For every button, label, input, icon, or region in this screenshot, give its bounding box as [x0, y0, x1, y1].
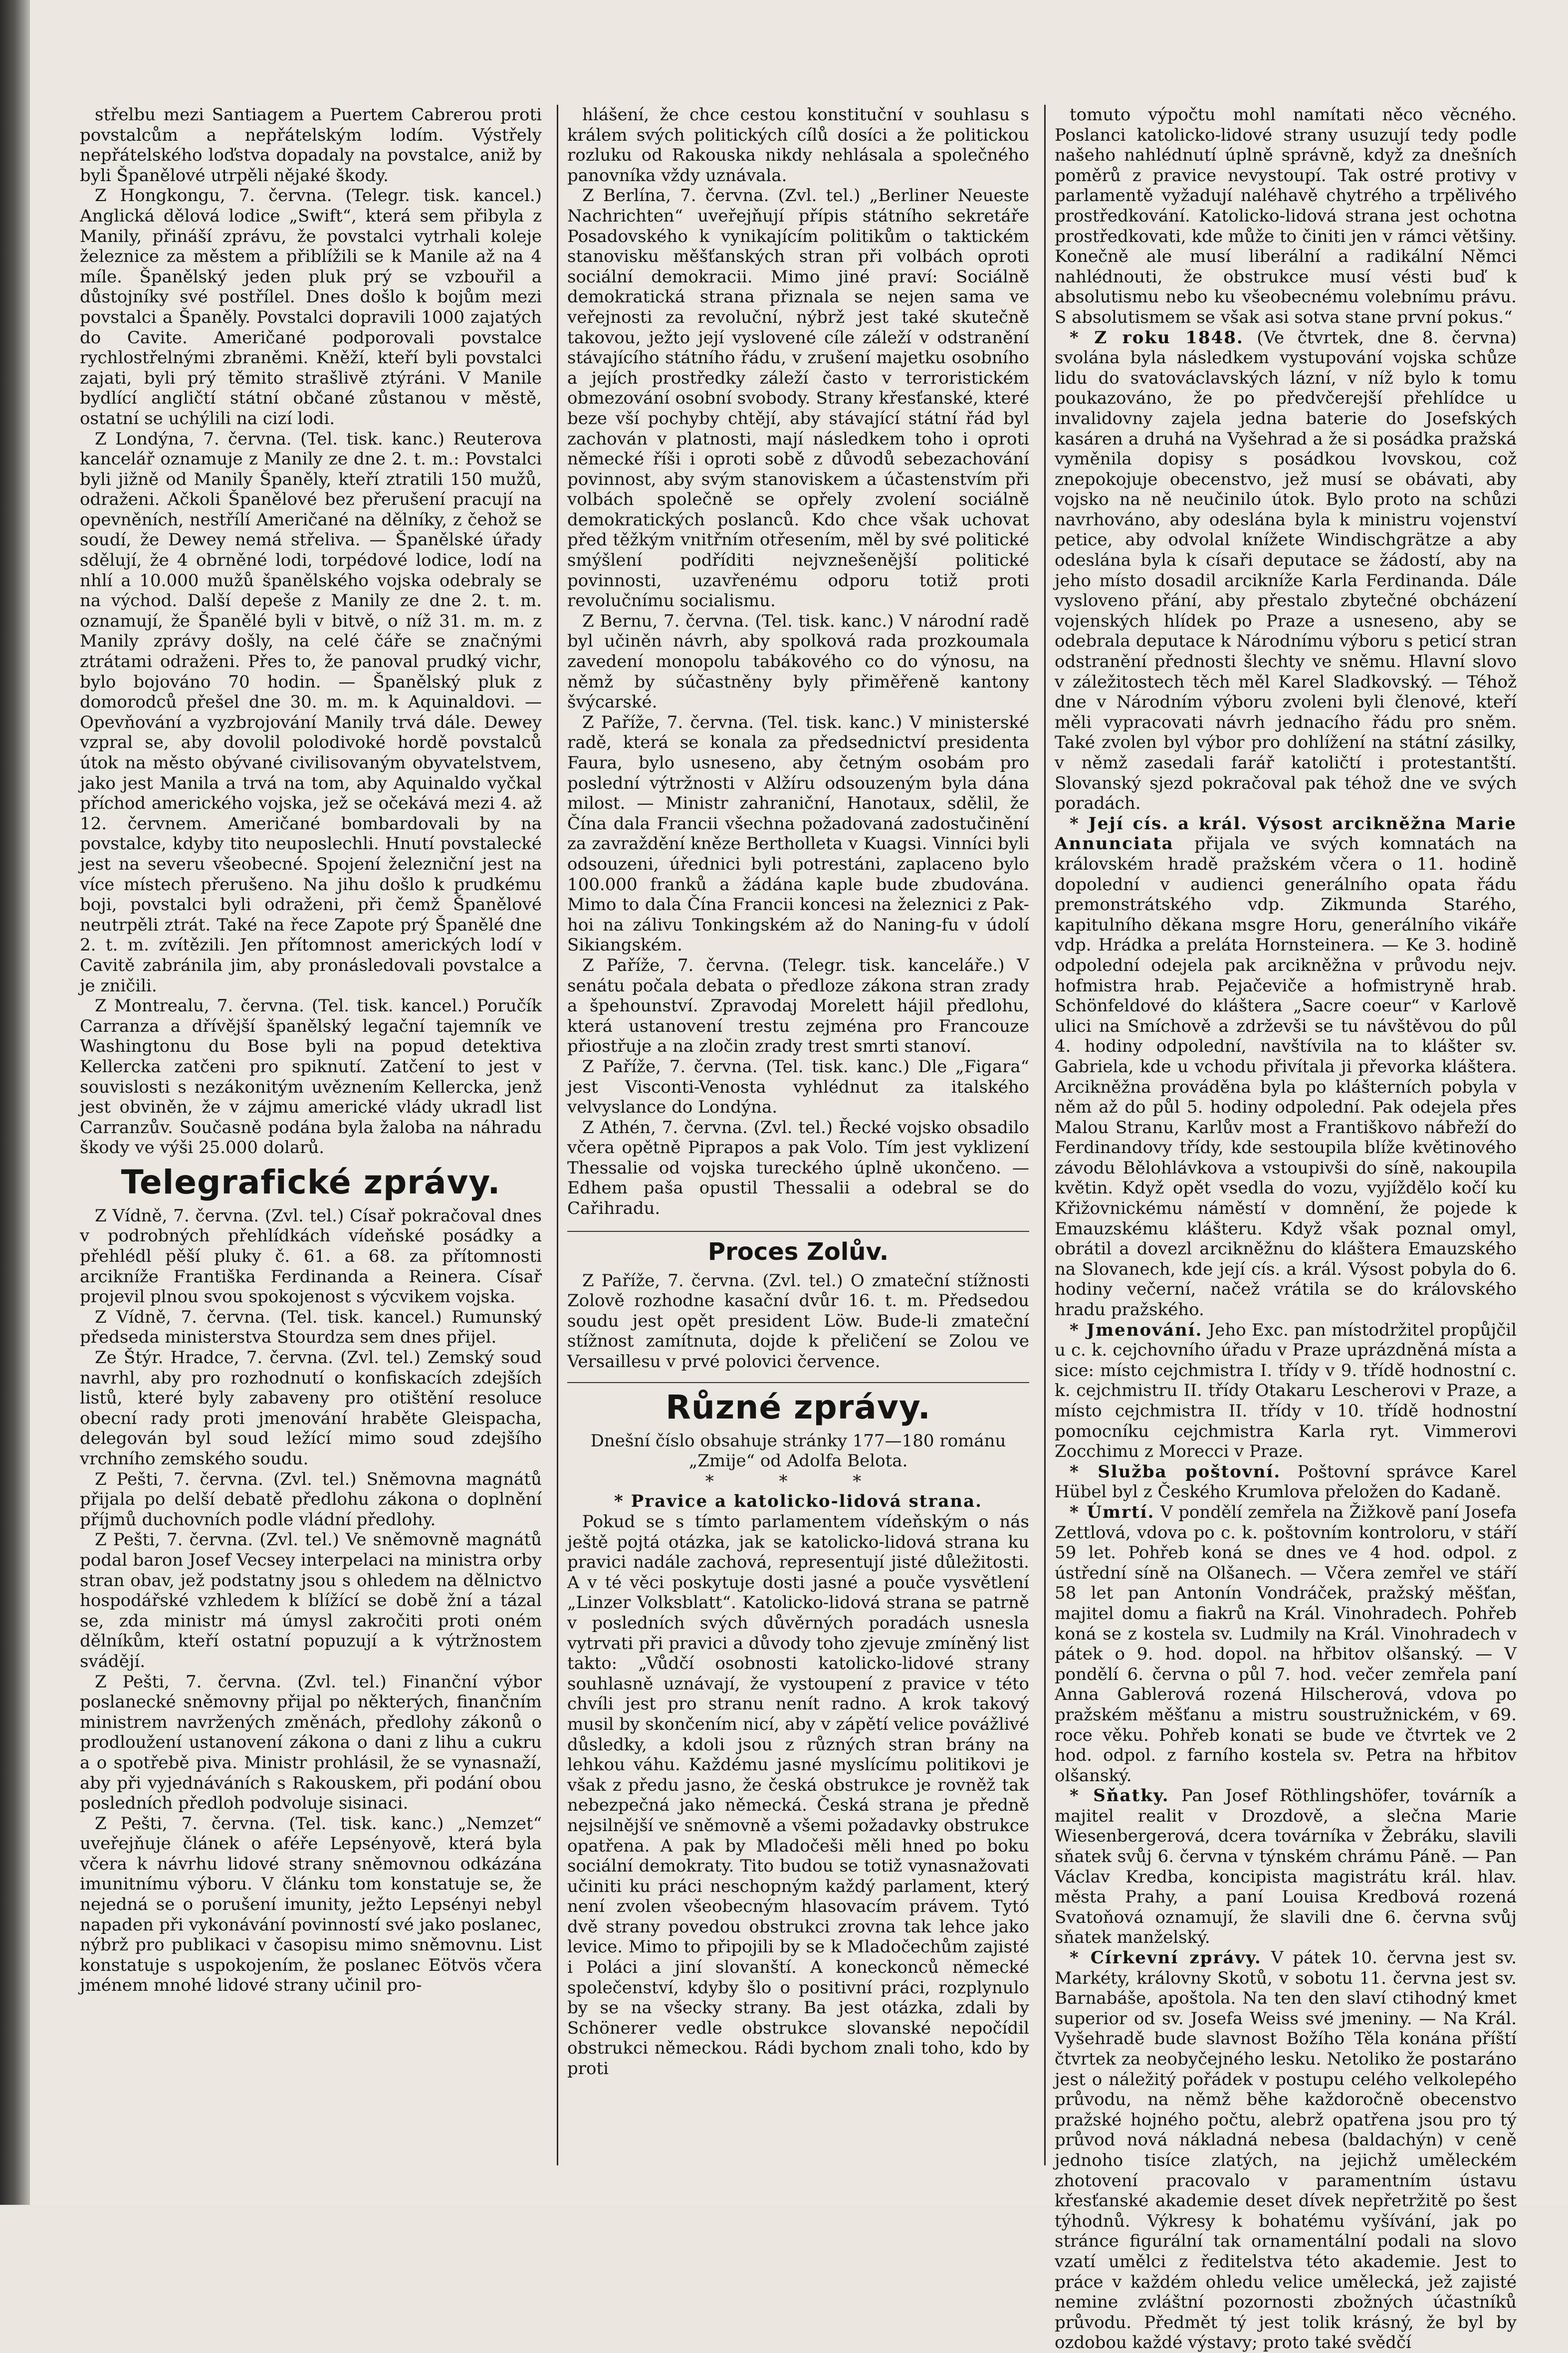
paragraph: Z Hongkongu, 7. června. (Telegr. tisk. kancel.) Anglická dělová lodice „Swift“, která sem přibyla z Manily, přináší zprávu, že povstalci vytrhali koleje železnice za městem a přiblížili se k Manile až na 4 míle. Španělský jeden pluk prý se vzbouřil a důstojníky své postřílel. Dnes došlo k bojům mezi povstalci a Španěly. Povstalci dopravili 1000 zajatých do Cavite. Američané podporovali povstalce rychlostřelnými zbraněmi. Kněží, kteří byli povstalci zajati, byli prý těmito strašlivě ztýráni. V Manile bydlící angličtí státní občané zůstanou v městě, ostatní se uchýlili na cizí lodi. [80, 186, 542, 429]
paragraph [1055, 1462, 1517, 1502]
rubric-title: * Sňatky. [1070, 1786, 1169, 1806]
paragraph: Pokud se s tímto parlamentem vídeňským o nás ještě pojtá otázka, jak se katolicko-lidová strana ku pravici nadále zachová, representují jisté důležitosti. A v té věci poskytuje dosti jasné a pouče vysvětlení „Linzer Volksblatt“. Katolicko-lidová strana se patrně v posledních svých důvěrných poradách usnesla vytrvati při pravici a důvody toho zjevuje zmíněný list takto: „Vůdčí osobnosti katolicko-lidové strany souhlasně uznávají, že vystoupení z pravice v této chvíli jest pro stranu nenít radno. A krok takový musil by skončením nicí, aby v zápětí velice povážlivé důsledky, a kdoli jsou z různých stran brány na lehkou váhu. Každému jasné myslícímu politikovi je však z předu jasno, že česká obstrukce je rovněž tak nebezpečná jako německá. Česká strana je předně nejsilnější ve sněmovně a všemi požadavky obstrukce opatřena. A pak by Mladočeši měli hned po boku sociální demokraty. Tito budou se totiž vynasnažovati učiniti ku práci neschopným každý parlament, který není zvolen všeobecným hlasovacím právem. Tytó dvě strany povedou obstrukci zrovna tak lehce jako levice. Mimo to připojili by se k Mladočechům zajisté i Poláci a jiní slovanští. A koneckonců německé společenství, kdyby šlo o positivní práci, rozplynulo by se na všecky strany. Ba jest otázka, zdali by Schönerer vedle obstrukce slovanské nepočídil obstrukci německou. Rádi bychom znali toho, kdo by proti [567, 1512, 1029, 2079]
rubric-title: * Z roku 1848. [1070, 327, 1244, 348]
paragraph: Z Montrealu, 7. června. (Tel. tisk. kancel.) Poručík Carranza a dřívější španělský legační tajemník ve Washingtonu du Bose byli na popud detektiva Kellercka zatčeni pro spiknutí. Zatčení to jest v souvislosti s nezákonitým uvěznením Kellercka, jenž jest obviněn, že v zájmu americké vlády ukradl list Carranzův. Současně podána byla žaloba na náhradu škody ve výši 25.000 dolarů. [80, 996, 542, 1158]
paragraph: Z Pešti, 7. června. (Tel. tisk. kanc.) „Nemzet“ uveřejňuje článek o aféře Lepsényově, která byla včera k návrhu lidové strany sněmovnou odkázána imunitnímu výboru. V článku tom konstatuje se, že nejedná se o porušení imunity, ježto Lepsényi nebyl napaden při vykonávání povinností své jako poslanec, nýbrž pro publikaci v časopisu mimo sněmovnu. List konstatuje s uspokojením, že poslanec Eötvös včera jménem mnohé lidové strany učinil pro- [80, 1813, 542, 1996]
paragraph: Z Pešti, 7. června. (Zvl. tel.) Finanční výbor poslanecké sněmovny přijal po některých, finančním ministrem navržených změnách, předlohy zákonů o prodloužení ustanovení zákona o dani z lihu a cukru a o spotřebě piva. Ministr prohlásil, že se vynasnaží, aby při vyjednáváních s Rakouskem, při podání obou posledních předloh podvoluje sisinaci. [80, 1671, 542, 1814]
paragraph: Z Athén, 7. června. (Zvl. tel.) Řecké vojsko obsadilo včera opětně Piprapos a pak Volo. Tím jest vyklizení Thessalie od vojska tureckého úplně ukončeno. — Edhem paša opustil Thessalii a odebral se do Cařihradu. [567, 1117, 1029, 1219]
section-heading: Proces Zolův. [567, 1231, 1029, 1267]
paragraph: hlášení, že chce cestou konstituční v souhlasu s králem svých politických cílů dosíci a že politickou rozluku od Rakouska nikdy nehlásala a společného panovníka vždy uznávala. [567, 105, 1029, 186]
paragraph-text: přijala ve svých komnatách na královském hradě pražském včera o 11. hodině dopolední v audienci generálního opata řádu premonstrátského vdp. Zikmunda Starého, kapitulního děkana msgre Horu, generálního vikáře vdp. Hrádka a preláta Hornsteinera. — Ke 3. hodině odpolední odejela pak arcikněžna v průvodu nejv. hofmistra hrab. Pejačeviče a hofmistryně hrab. Schönfeldové do kláštera „Sacre coeur“ v Karlově ulici na Smíchově a zdrževši se tu návštěvou do půl 4. hodiny odpolední, navštívila na to klášter sv. Gabriela, kde u vchodu přivítala ji převorka kláštera. Arcikněžna prováděna byla po klášterních pobyla v něm až do půl 5. hodiny odpolední. Pak odejela přes Malou Stranu, Karlův most a Františkovo nábřeží do Ferdinandovy třídy, kde sestoupila blíže květinového závodu Bělohlávkova a vstoupivši do síně, nakoupila květin. Když opět vsedla do vozu, vyjíždělo kočí ku Křižovnickému náměstí v domnění, že pojede k Emauzskému klášteru. Když však poznal omyl, obrátil a dovezl arcikněžnu do kláštera Emauzského na Slovanech, kde její cís. a král. Výsost pobyla do 6. hodiny večerní, načež vrátila se do královského hradu pražského. [1055, 834, 1517, 1320]
paragraph: Z Paříže, 7. června. (Tel. tisk. kanc.) Dle „Figara“ jest Visconti-Venosta vyhlédnut za italského velvyslance do Londýna. [567, 1056, 1029, 1118]
rubric-title: * Pravice a katolicko-lidová strana. [614, 1491, 982, 1512]
section-heading: Telegrafické zprávy. [121, 1163, 501, 1201]
paragraph: Z Paříže, 7. června. (Zvl. tel.) O zmateční stížnosti Zolově rozhodne kasační dvůr 16. t. m. Předsedou soudu jest opět president Löw. Bude-li zmateční stížnost zamítnuta, dojde k přeličení se Zolou ve Versaillesu v prvé polovici července. [567, 1270, 1029, 1372]
paragraph: Ze Štýr. Hradce, 7. června. (Zvl. tel.) Zemský soud navrhl, aby pro rozhodnutí o konfiskacích zdejších listů, které byly zabaveny pro otištění resoluce obecní rady proti jmenování hraběte Gleispacha, delegován byl soud ležící mimo soud zdejšího vrchního zemského soudu. [80, 1348, 542, 1469]
separator-stars: * * * [705, 1471, 892, 1491]
paragraph [1055, 1948, 1517, 2353]
page-gutter [0, 0, 30, 2205]
paragraph-text: Pan Josef Röthlingshöfer, továrník a majitel realit v Drozdově, a slečna Marie Wiesenbergerová, dcera továrníka v Žebráku, slavili sňatek svůj 6. června v týnském chrámu Páně. — Pan Václav Kredba, koncipista magistrátu král. hlav. města Prahy, a paní Louisa Kredbová rozená Svatoňová oznamují, že slavili dne 6. června svůj sňatek manželský. [1055, 1786, 1517, 1948]
paragraph: Z Paříže, 7. června. (Tel. tisk. kanc.) V ministerské radě, která se konala za předsednictví presidenta Faura, bylo usneseno, aby četným osobám pro poslední výtržnosti v Alžíru odsouzeným byla dána milost. — Ministr zahraniční, Hanotaux, sdělil, že Čína dala Francii všechna požadovaná zadostučinění za zavraždění kněze Bertholleta v Kuagsi. Vinníci byli odsouzeni, úřednici byli potrestáni, zaplaceno bylo 100.000 franků a žádána kaple bude zbudována. Mimo to dala Čína Francii koncesi na železnici z Pak-hoi na zálivu Tonkingském až do Naning-fu v údolí Sikiangském. [567, 712, 1029, 955]
paragraph-text: V pátek 10. června jest sv. Markéty, královny Skotů, v sobotu 11. června jest sv. Barnabáše, apoštola. Na ten den slaví ctihodný kmet superior od sv. Josefa Weiss své jmeniny. — Na Král. Vyšehradě bude slavnost Božího Těla konána příští čtvrtek za neobyčejného lesku. Netoliko že postaráno jest o náležitý pořádek v postupu celého velkolepého průvodu, na němž běhe každoročně obecenstvo pražské hojného počtu, alebrž opatřena jsou pro tý průvod nová nákladná nebesa (baldachýn) v ceně jednoho tisíce zlatých, na jejichž uměleckém zhotovení pracovalo v paramentním ústavu křesťanské akademie deset dívek nepřetržitě po šest týhodnů. Výkresy k bohatému vyšívání, jak po stránce figurální tak ornamentální podali na slovo vzatí umělci z ředitelstva této akademie. Jest to práce v každém ohledu velice umělecká, jež zajisté nemine zvláštní pozornosti zbožných účastníků průvodu. Předmět tý jest tolik krásný, že byl by ozdobou každé výstavy; proto také svědčí [1055, 1948, 1517, 2353]
column-middle [557, 105, 1029, 2165]
paragraph-text: V pondělí zemřela na Žižkově paní Josefa Zettlová, vdova po c. k. poštovním kontroloru, v stáří 59 let. Pohřeb koná se dnes ve 4 hod. odpol. z ústřední síně na Olšanech. — Včera zemřel ve stáří 58 let pan Antonín Vondráček, pražský měšťan, majitel domu a fiakrů na Král. Vinohradech. Pohřeb koná se z kostela sv. Ludmily na Král. Vinohradech v pátek o 9. hod. dopol. na hřbitov olšanský. — V pondělí 6. června o půl 7. hod. večer zemřela paní Anna Gablerová rozená Hilscherová, vdova po pražském měšťanu a mistru soustružnickém, v 69. roce věku. Pohřeb konati se bude ve čtvrtek ve 2 hod. odpol. z farního kostela sv. Petra na hřbitov olšanský. [1055, 1502, 1517, 1786]
paragraph: Z Bernu, 7. června. (Tel. tisk. kanc.) V národní radě byl učiněn návrh, aby spolková rada prozkoumala zavedení monopolu tabákového co do výnosu, na němž by súčastněny byly přiměřeně kantony švýcarské. [567, 611, 1029, 712]
paragraph [1055, 1320, 1517, 1462]
paragraph [1055, 1786, 1517, 1948]
paragraph: Z Berlína, 7. června. (Zvl. tel.) „Berliner Neueste Nachrichten“ uveřejňují přípis státního sekretáře Posadovského k vynikajícím politikům o taktickém stanovisku měšťanských stran při volbách oproti sociální demokracii. Mimo jiné praví: Sociálně demokratická strana přiznala se nejen sama ve veřejnosti za revoluční, nýbrž jest také skutečně takovou, ježto její vyslovené cíle záleží v odstranění stávajícího státního řádu, v zrušení majetku osobního a jejích prostředky záleží často v terroristickém obmezování osobní svobody. Strany křesťanské, které beze vší pochyby chtějí, aby stávající státní řád byl zachován v platnosti, mají následkem toho i oproti německé říši i oproti sobě z důvodů sebezachování povinnost, aby svým stanoviskem a účastenstvím při volbách společně se opřely zvolení sociálně demokratických poslanců. Kdo chce však uchovat před těžkým vnitřním otřesením, měl by své politické smýšlení podříditi nejvznešenější politické povinnosti, uzavřenému odporu totiž proti revolučnímu socialismu. [567, 186, 1029, 611]
paragraph-text: (Ve čtvrtek, dne 8. června) svolána byla následkem vystupování vojska schůze lidu do svatováclavských lázní, v níž bylo k tomu poukazováno, že po předvčerejší přehlídce u invalidovny zajela jedna baterie do Josefských kasáren a druhá na Vyšehrad a že si posádka pražská vyměnila dopisy s posádkou lvovskou, což znepokojuje obecenstvo, jež musí se obávati, aby vojsko na ně neučinilo útok. Bylo proto na schůzi navrhováno, aby odeslána byla k ministru vojenství petice, aby odvolal knížete Windischgrätze a aby odeslána byla k císaři deputace se žádostí, aby na jeho místo dosadil arcikníže Karla Ferdinanda. Dále vysloveno přání, aby přestalo zbytečné obcházení vojenských hlídek po Praze a usneseno, aby se odebrala deputace k Národnímu výboru s peticí stran odstranění přednosti šlechty ve sněmu. Hlavní slovo v záležitostech těch měl Karel Sladkovský. — Téhož dne v Národním výboru zvoleni byli členové, kteří měli vypracovati návrh jednacího řádu pro sněm. Také zvolen byl výbor pro dohlížení na státní zásilky, v němž zasedali farář katoličtí i protestantští. Slovanský sjezd pokračoval pak téhož dne ve svých poradách. [1055, 327, 1517, 814]
rubric-title: * Služba poštovní. [1070, 1461, 1281, 1482]
paragraph: Z Pešti, 7. června. (Zvl. tel.) Ve sněmovně magnátů podal baron Josef Vecsey interpelaci na ministra orby stran obav, jež podstatny jsou s ohledem na dělnictvo hospodářské vzhledem k blížící se době žní a tázal se, zda ministr má úmysl zakročiti proti oném dělníkům, kteří ostatní popuzují a k výtržnostem svádějí. [80, 1530, 542, 1671]
paragraph [1055, 1502, 1517, 1786]
paragraph: Z Paříže, 7. června. (Telegr. tisk. kanceláře.) V senátu počala debata o předloze zákona stran zrady a špehounství. Zpravodaj Morelett hájil předlohu, která ustanovení trestu zejména pro Francouze přiostřuje a na zločin zrady trest smrti stanoví. [567, 955, 1029, 1057]
paragraph: Z Pešti, 7. června. (Zvl. tel.) Sněmovna magnátů přijala po delší debatě předlohu zákona o doplnění příjmů duchovních podle vládní předlohy. [80, 1469, 542, 1530]
paragraph: Dnešní číslo obsahuje stránky 177—180 románu „Zmije“ od Adolfa Belota. [590, 1430, 1006, 1471]
text-columns [80, 105, 1517, 2353]
column-left [80, 105, 542, 2165]
rubric-title: * Církevní zprávy. [1070, 1948, 1262, 1968]
rubric [567, 1491, 1029, 1512]
paragraph: Z Vídně, 7. června. (Tel. tisk. kancel.) Rumunský předseda ministerstva Stourdza sem dnes přijel. [80, 1307, 542, 1348]
paragraph: Z Londýna, 7. června. (Tel. tisk. kanc.) Reuterova kancelář oznamuje z Manily ze dne 2. t. m.: Povstalci byli jižně od Manily Španěly, kteří ztratili 150 mužů, odraženi. Ačkoli Španělové bez přerušení pracují na opevněních, nestřílí Američané na dělníky, z čehož se soudí, že Dewey nemá střeliva. — Španělské úřady sdělují, že 4 obrněné lodi, torpédové lodice, lodí na nhlí a 10.000 mužů španělského vojska odebraly se na východ. Další depeše z Manily ze dne 2. t. m. oznamují, že Španělé byli v bitvě, o níž 31. m. m. z Manily zprávy došly, na celé čáře se značnými ztrátami odraženi. Přes to, že panoval prudký vichr, bylo bojováno 70 hodin. — Španělský pluk z domorodců přešel dne 30. m. m. k Aquinaldovi. — Opevňování a vyzbrojování Manily trvá dále. Dewey vzpral se, aby dovolil polodivoké hordě povstalců útok na město obývané civilisovaným obyvatelstvem, jako jest Manila a trvá na tom, aby Aquinaldo vyčkal příchod amerického vojska, jež se očekává mezi 4. až 12. červnem. Američané bombardovali by na povstalce, kdyby tito neuposlechli. Hnutí povstalecké jest na severu všeobecné. Spojení železniční jest na více místech přerušeno. Na jihu došlo k prudkému boji, povstalci byli odraženi, při čemž Španělové neutrpěli ztrát. Také na řece Zapote prý Španělé dne 2. t. m. zvítězili. Jen přítomnost amerických lodí v Cavitě zabránila jim, aby pronásledovali povstalce a je zničili. [80, 429, 542, 996]
section-heading: Různé zprávy. [567, 1382, 1029, 1427]
rubric-title: * Úmrtí. [1070, 1502, 1155, 1522]
paragraph [1055, 328, 1517, 814]
paragraph [1055, 814, 1517, 1320]
paragraph-text: Poštovní správce Karel Hübel byl z Českého Krumlova přeložen do Kadaně. [1055, 1461, 1517, 1502]
paragraph-text: Jeho Exc. pan místodržitel propůjčil u c. k. cejchovního úřadu v Praze uprázdněná místa a sice: místo cejchmistra I. třídy v 9. třídě hodnostní c. k. cejchmistru II. třídy Otakaru Lescherovi v Praze, a místo cejchmistra II. třídy v 10. třídě hodnostní pomocníku cejchmistra Karla ryt. Vimmerovi Zocchimu z Morecci v Praze. [1055, 1320, 1517, 1462]
rubric-title: * Jmenování. [1070, 1320, 1203, 1340]
column-right [1044, 105, 1517, 2353]
paragraph: Z Vídně, 7. června. (Zvl. tel.) Císař pokračoval dnes v podrobných přehlídkách vídeňské posádky a přehlédl pěší pluky č. 61. a 68. za přítomnosti arcikníže Františka Ferdinanda a Reinera. Císař projevil plnou svou spokojenost s výcvikem vojska. [80, 1205, 542, 1307]
paragraph: tomuto výpočtu mohl namítati něco věcného. Poslanci katolicko-lidové strany usuzují tedy podle našeho nahlédnutí úplně správně, když za dnešních poměrů z pravice nevystoupí. Tak ostré protivy v parlamentě vyžadují naléhavě chytrého a trpělivého prostředkování. Katolicko-lidová strana jest ochotna prostředkovati, kde může to činiti jen v rámci většiny. Konečně ale musí liberální a radikální Němci nahlédnouti, že obstrukce musí vésti buď k absolutismu nebo ku všeobecnému volebnímu právu. S absolutismem se však asi sotva stane první pokus.“ [1055, 105, 1517, 327]
paragraph: střelbu mezi Santiagem a Puertem Cabrerou proti povstalcům a nepřátelským lodím. Výstřely nepřátelského loďstva dopadaly na povstalce, aniž by byli Španělové utrpěli nějaké škody. [80, 105, 542, 186]
rubric-title: * Její cís. a král. Výsost arcikněžna Marie Annunciata [1055, 813, 1517, 854]
